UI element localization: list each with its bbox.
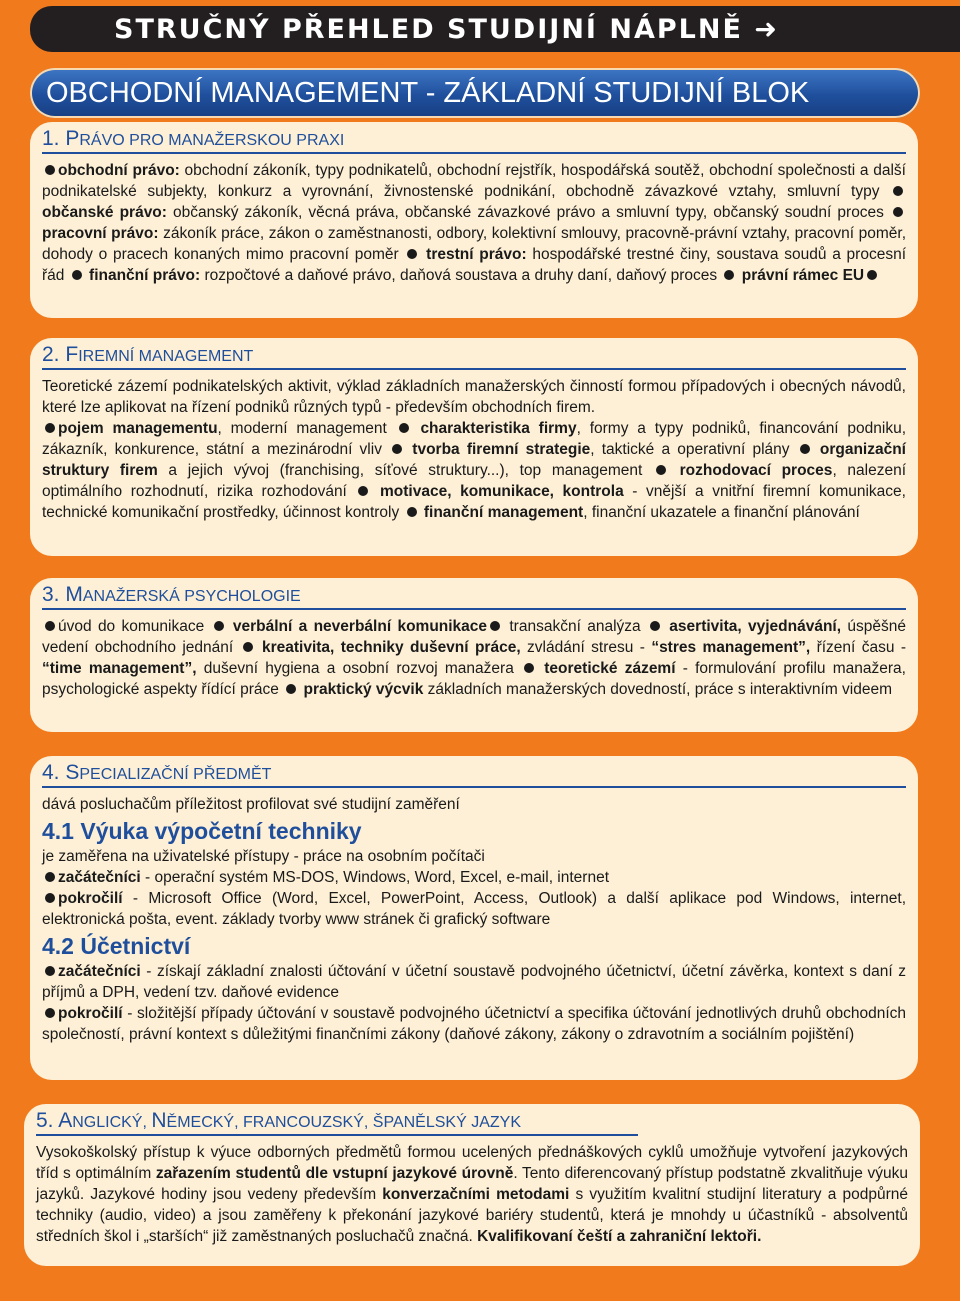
- bullet-icon: [45, 423, 55, 433]
- bullet-icon: [72, 270, 82, 280]
- section-5-text: Vysokoškolský přístup k výuce odborných předmětů formou ucelených přednáškových cyklů umožňuje vytvoření jazykových tříd s optimálním zařazením studentů dle vstupní jazykové úrovně. Tento diferencovaný přístup podstatně zkvalitňuje výuku jazyků. Jazykové hodiny jsou vedeny především konverzačními metodami s využitím kvalitní studijní literatury a podpůrné techniky (audio, video) a jsou zaměřeny k překonání jazykové bariéry studentů, která je mnohdy u účastníků - absolventů středních škol i „starších“ již zaměstnaných posluchačů značná. Kvalifikovaní čeští a zahraniční lektoři.: [36, 1144, 908, 1245]
- header-bar: [30, 6, 960, 52]
- section-1: [30, 122, 918, 318]
- bullet-icon: [243, 642, 253, 652]
- bullet-icon: [407, 507, 417, 517]
- section-5: [24, 1104, 920, 1266]
- bullet-icon: [867, 270, 877, 280]
- section-2: [30, 338, 918, 556]
- subsection-4-1-title: 4.1 Výuka výpočetní techniky: [42, 818, 362, 844]
- block-title-bar: [30, 68, 920, 118]
- bullet-icon: [45, 621, 55, 631]
- section-2-text: pojem managementu, moderní management charakteristika firmy, formy a typy podniků, financování podniku, zákazník, konkurence, státní a mezinárodní vliv tvorba firemní strategie, taktické a operativní plány organizační struktury firem a jejich vývoj (franchising, síťové struktury...), top management rozhodovací proces, nalezení optimálního rozhodnutí, rizika rozhodování motivace, komunikace, kontrola - vnější a vnitřní firemní komunikace, technické komunikační prostředky, účinnost kontroly finanční management, finanční ukazatele a finanční plánování: [42, 420, 907, 521]
- bullet-icon: [800, 444, 810, 454]
- section-4-title: 4. SPECIALIZAČNÍ PŘEDMĚT: [42, 762, 906, 788]
- bullet-icon: [656, 465, 666, 475]
- bullet-icon: [45, 893, 55, 903]
- subsection-4-1-item-advanced: pokročilí - Microsoft Office (Word, Excel, PowerPoint, Access, Outlook) a další aplikace pod Windows, internet, elektronická pošta, event. základy tvorby www stránek či grafický software: [42, 890, 906, 928]
- block-title: OBCHODNÍ MANAGEMENT - ZÁKLADNÍ STUDIJNÍ BLOK: [46, 77, 810, 109]
- bullet-icon: [45, 165, 55, 175]
- bullet-icon: [392, 444, 402, 454]
- header-title-text: STRUČNÝ PŘEHLED STUDIJNÍ NÁPLNĚ: [114, 14, 743, 45]
- bullet-icon: [524, 663, 534, 673]
- header-title: [114, 14, 779, 45]
- bullet-icon: [407, 249, 417, 259]
- arrow-right-icon: ➜: [754, 14, 779, 45]
- bullet-icon: [45, 1008, 55, 1018]
- section-4: [30, 756, 918, 1080]
- bullet-icon: [893, 186, 903, 196]
- bullet-icon: [45, 872, 55, 882]
- section-3-title: 3. MANAŽERSKÁ PSYCHOLOGIE: [42, 584, 906, 610]
- subsection-4-1-item-beginners: začátečníci - operační systém MS-DOS, Windows, Word, Excel, e-mail, internet: [42, 867, 906, 888]
- bullet-icon: [214, 621, 224, 631]
- section-4-intro: dává posluchačům příležitost profilovat své studijní zaměření: [42, 796, 460, 813]
- section-3-text: úvod do komunikace verbální a neverbální komunikace transakční analýza asertivita, vyjednávání, úspěšné vedení obchodního jednání kreativita, techniky duševní práce, zvládání stresu - “stres management”, řízení času - “time management”, duševní hygiena a osobní rozvoj manažera teoretické zázemí - formulování profilu manažera, psychologické aspekty řídící práce praktický výcvik základních manažerských dovedností, práce s interaktivním videem: [42, 618, 907, 698]
- bullet-icon: [399, 423, 409, 433]
- bullet-icon: [286, 684, 296, 694]
- subsection-4-1-intro: je zaměřena na uživatelské přístupy - práce na osobním počítači: [42, 848, 485, 865]
- subsection-4-2-item-beginners: začátečníci - získají základní znalosti účtování v účetní soustavě podvojného účetnictví, účetní závěrka, kontext s daní z příjmů a DPH, vedení tzv. daňové evidence: [42, 963, 906, 1001]
- bullet-icon: [358, 486, 368, 496]
- section-1-text: obchodní právo: obchodní zákoník, typy podnikatelů, obchodní rejstřík, hospodářská soutěž, obchodní společnosti a další podnikatelské subjekty, konkurz a vyrovnání, živnostenské podnikání, obchodně závazkové vztahy, smluvní typy občanské právo: občanský zákoník, věcná práva, občanské závazkové právo a smluvní typy, občanský soudní proces pracovní právo: zákoník práce, zákon o zaměstnanosti, odbory, kolektivní smlouvy, pracovně-právní vztahy, pracovní poměr, dohody o pracech konaných mimo pracovní poměr trestní právo: hospodářské trestné činy, soustava soudů a procesní řád finanční právo: rozpočtové a daňové právo, daňová soustava a druhy daní, daňový proces právní rámec EU: [42, 162, 907, 284]
- bullet-icon: [724, 270, 734, 280]
- bullet-icon: [45, 966, 55, 976]
- bullet-icon: [490, 621, 500, 631]
- section-1-title: 1. PRÁVO PRO MANAŽERSKOU PRAXI: [42, 128, 906, 154]
- section-2-title: 2. FIREMNÍ MANAGEMENT: [42, 344, 906, 370]
- section-3: [30, 578, 918, 732]
- subsection-4-2-item-advanced: pokročilí - složitější případy účtování v soustavě podvojného účetnictví a speciﬁka účtování jednotlivých druhů obchodních společností, právní kontext s důležitými finančními zákony (daňové zákony, zákony o zdravotním a sociálním pojištění): [42, 1005, 906, 1043]
- section-5-title: 5. ANGLICKÝ, NĚMECKÝ, FRANCOUZSKÝ, ŠPANĚLSKÝ JAZYK: [36, 1110, 638, 1136]
- section-2-intro: Teoretické zázemí podnikatelských aktivit, výklad základních manažerských činností formou případových i obecných návodů, které lze aplikovat na řízení podniků různých typů - především obchodních firem.: [42, 378, 906, 416]
- bullet-icon: [650, 621, 660, 631]
- subsection-4-2-title: 4.2 Účetnictví: [42, 933, 191, 959]
- bullet-icon: [893, 207, 903, 217]
